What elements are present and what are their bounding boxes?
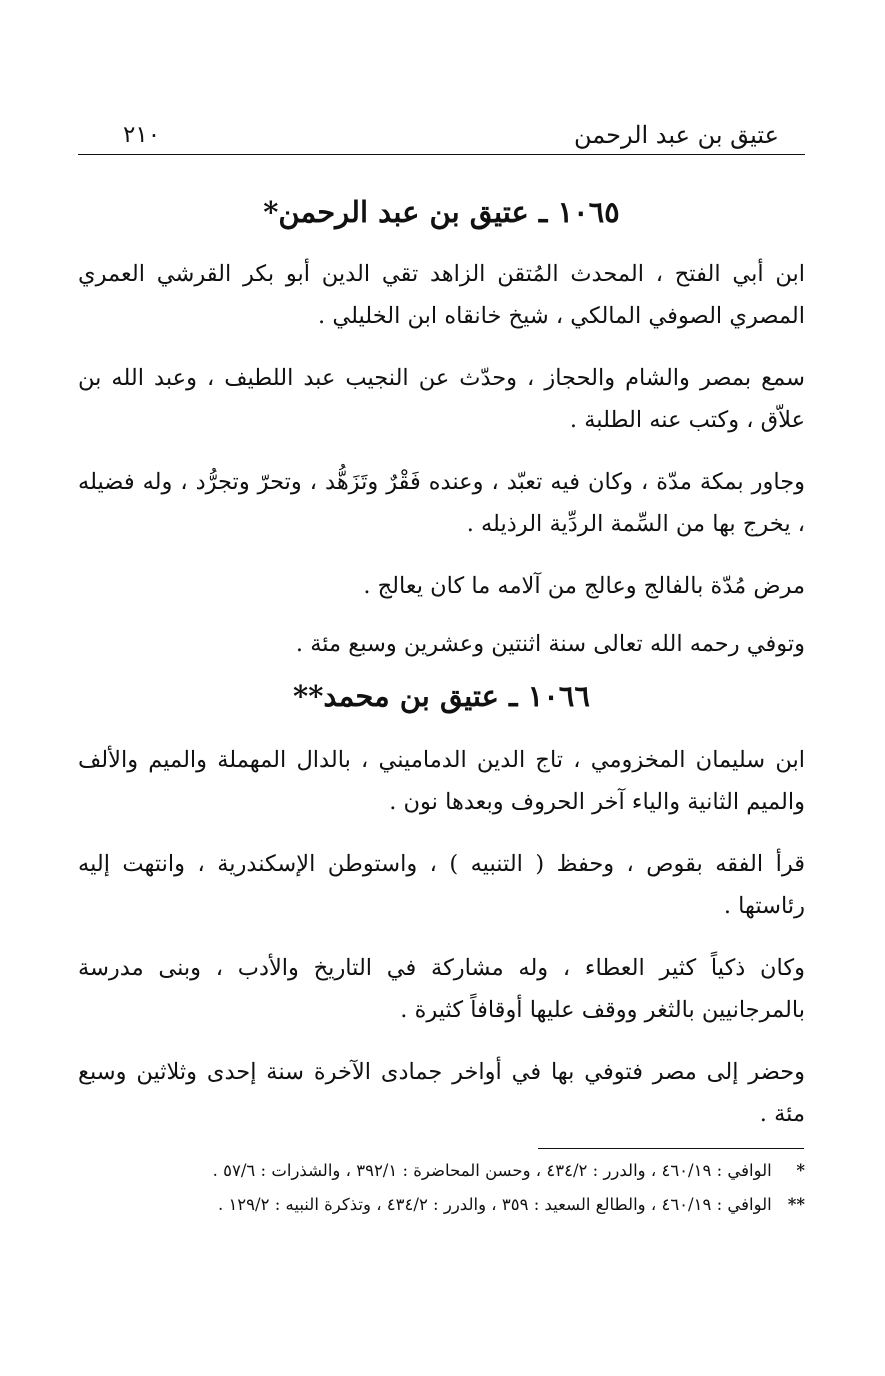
- paragraph: ابن سليمان المخزومي ، تاج الدين الدماميني ، بالدال المهملة والميم والألف والميم الثانية والياء آخر الحروف وبعدها نون .: [78, 747, 805, 815]
- paragraph: قرأ الفقه بقوص ، وحفظ ( التنبيه ) ، واستوطن الإسكندرية ، وانتهت إليه رئاستها .: [78, 851, 805, 919]
- footnote-text: الوافي : ٤٦٠/١٩ ، والدرر : ٤٣٤/٢ ، وحسن المحاضرة : ٣٩٢/١ ، والشذرات : ٥٧/٦ .: [212, 1161, 772, 1180]
- paragraph: ابن أبي الفتح ، المحدث المُتقن الزاهد تقي الدين أبو بكر القرشي العمري المصري الصوفي المالكي ، شيخ خانقاه ابن الخليلي .: [78, 261, 805, 329]
- footnote-divider: [538, 1148, 804, 1149]
- entry-heading-1065: ١٠٦٥ ـ عتيق بن عبد الرحمن*: [263, 195, 620, 229]
- footnote-mark: **: [787, 1195, 805, 1214]
- footnote-text: الوافي : ٤٦٠/١٩ ، والطالع السعيد : ٣٥٩ ، والدرر : ٤٣٤/٢ ، وتذكرة النبيه : ١٢٩/٢ .: [217, 1195, 772, 1214]
- footnote: [78, 1158, 805, 1184]
- paragraph: وكان ذكياً كثير العطاء ، وله مشاركة في التاريخ والأدب ، وبنى مدرسة بالمرجانيين بالثغر ووقف عليها أوقافاً كثيرة .: [78, 955, 805, 1023]
- entry-heading-1066: ١٠٦٦ ـ عتيق بن محمد**: [293, 679, 590, 713]
- running-header: [78, 118, 805, 155]
- footnote: [78, 1192, 805, 1218]
- running-title: عتيق بن عبد الرحمن: [573, 121, 779, 149]
- footnote-mark: *: [796, 1161, 805, 1180]
- paragraph: وحضر إلى مصر فتوفي بها في أواخر جمادى الآخرة سنة إحدى وثلاثين وسبع مئة .: [78, 1059, 805, 1127]
- page-number: ٢١٠: [123, 122, 161, 148]
- paragraph: وتوفي رحمه الله تعالى سنة اثنتين وعشرين وسبع مئة .: [295, 631, 805, 657]
- paragraph: سمع بمصر والشام والحجاز ، وحدّث عن النجيب عبد اللطيف ، وعبد الله بن علاّق ، وكتب عنه الطلبة .: [78, 365, 805, 433]
- paragraph: مرض مُدّة بالفالج وعالج من آلامه ما كان يعالج .: [363, 573, 805, 599]
- paragraph: وجاور بمكة مدّة ، وكان فيه تعبّد ، وعنده فَقْرٌ وتَزَهُّد ، وتحرّ وتجرُّد ، وله فضيله ، يخرج بها من السِّمة الردِّية الرذيله .: [78, 469, 805, 537]
